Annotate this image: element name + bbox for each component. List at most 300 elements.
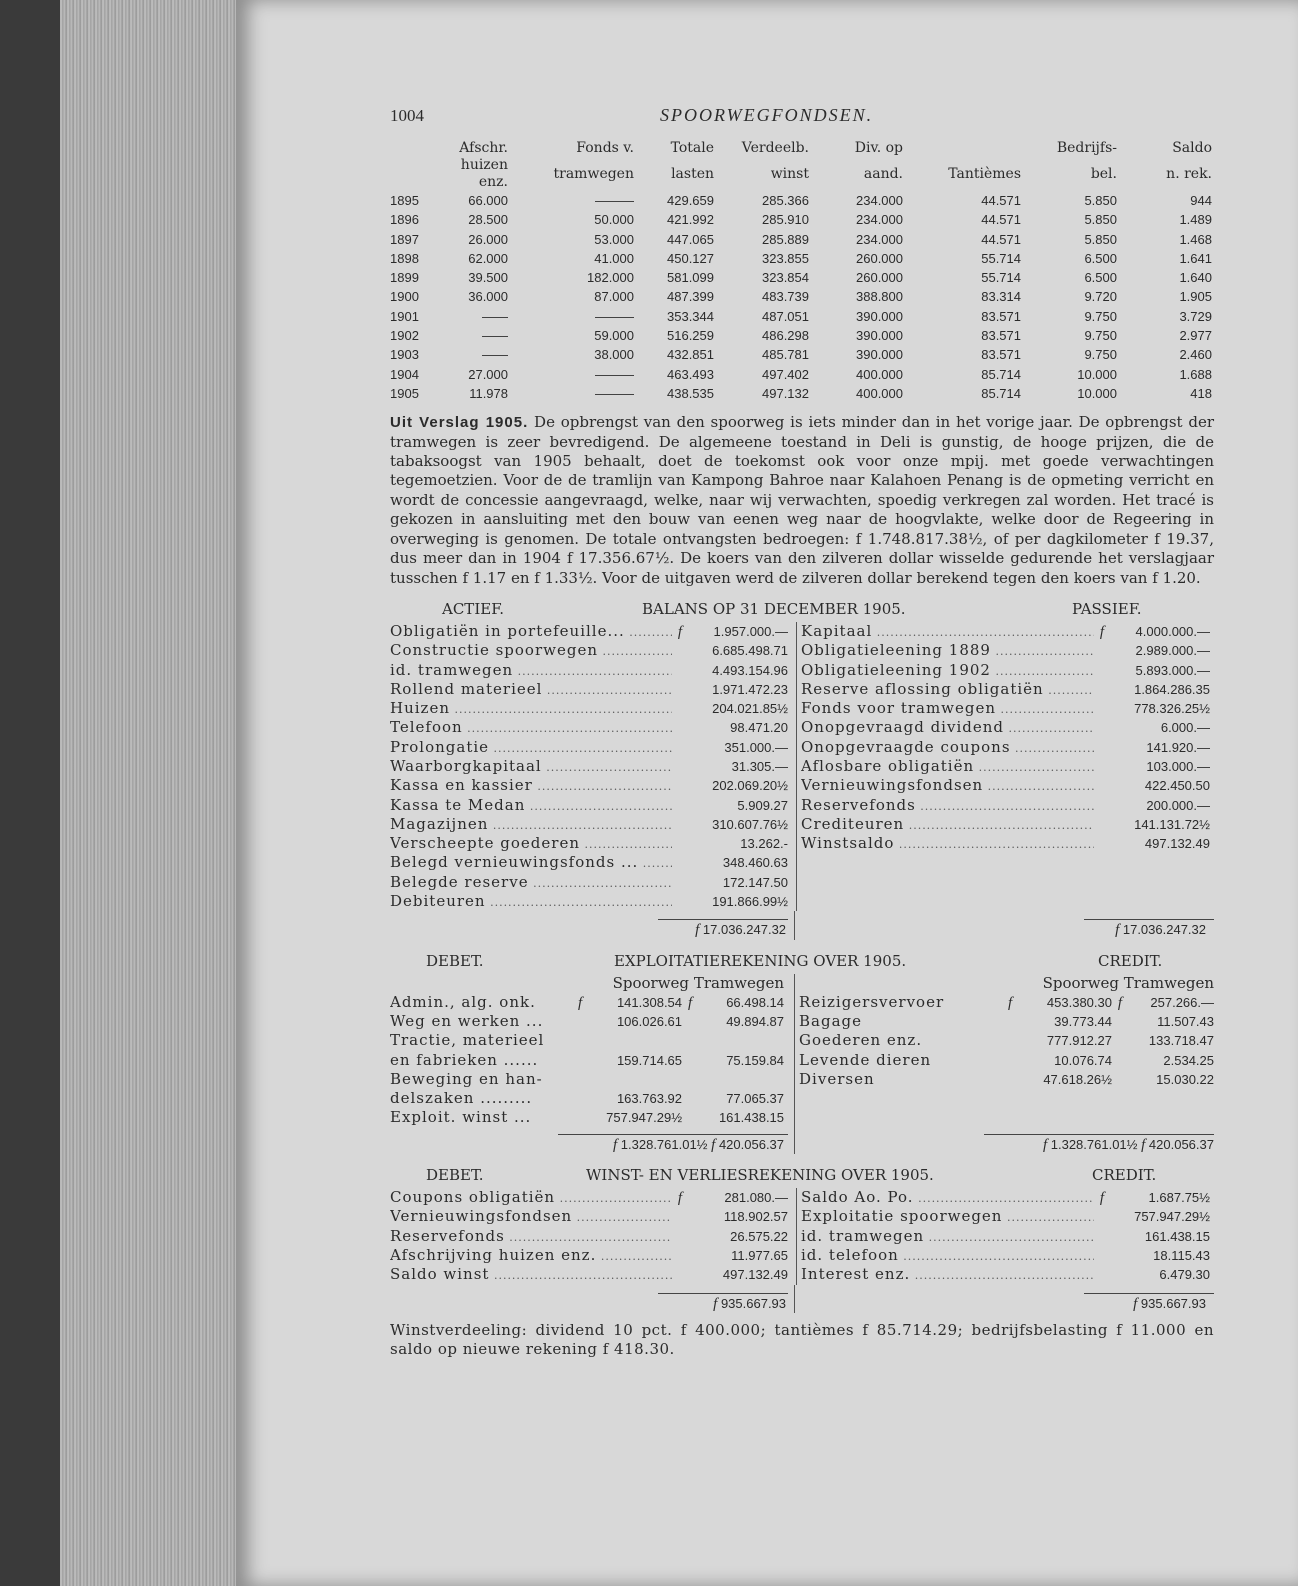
history-header: Bedrijfs- [1056, 140, 1117, 156]
account-amount: 5.893.000.— [1135, 662, 1210, 678]
account-line [801, 718, 1218, 737]
page-number: 1004 [390, 106, 424, 125]
history-row [390, 268, 1212, 287]
value-cell: 438.535 [667, 385, 714, 401]
value-cell: 497.402 [762, 366, 809, 382]
history-header: huizen enz. [460, 157, 508, 190]
history-table [390, 140, 1212, 403]
account-amount: 98.471.20 [730, 720, 788, 736]
profit-loss-heading [390, 1166, 1214, 1188]
balance-right-head: PASSIEF. [1072, 599, 1142, 618]
account-line [390, 757, 796, 776]
currency-sign: f [677, 1190, 683, 1207]
value-cell: 3.729 [1179, 308, 1212, 324]
account-label: Saldo winst ..... [390, 1265, 672, 1285]
account-label: Reizigersvervoer [799, 992, 945, 1011]
year-cell: 1900 [390, 289, 419, 305]
amount-tramwegen: 49.894.87 [726, 1013, 785, 1029]
account-label: Debiteuren ..... [390, 892, 672, 912]
account-line [801, 622, 1218, 641]
account-line [799, 1070, 1214, 1089]
currency-sign: f [687, 994, 693, 1011]
account-line [801, 815, 1218, 834]
profit-loss-account [390, 1188, 1214, 1284]
account-line [390, 776, 796, 795]
amount-spoorweg: 159.714.65 [616, 1052, 683, 1068]
currency-sign: f [1115, 922, 1120, 939]
history-header [390, 140, 430, 157]
profit-loss-total-right: f 935.667.93 [795, 1285, 1214, 1313]
account-amount: 422.450.50 [1144, 778, 1210, 794]
exploitation-total-tramwegen: 420.056.37 [718, 1136, 785, 1152]
account-line [390, 738, 796, 757]
currency-sign: f [1008, 994, 1013, 1011]
amount-spoorweg: 163.763.92 [616, 1091, 683, 1107]
value-cell: 353.344 [667, 308, 714, 324]
value-cell: 9.750 [1084, 347, 1117, 363]
history-row [390, 191, 1212, 210]
balance-total-passief: 17.036.247.32 [1122, 922, 1206, 938]
page-title: SPOORWEGFONDSEN. [660, 105, 874, 125]
value-cell: 39.500 [468, 270, 508, 286]
history-header: winst [770, 165, 809, 182]
account-line [390, 622, 796, 641]
account-label: Afschrijving huizen enz. ..... [390, 1246, 672, 1266]
value-cell: 447.065 [667, 231, 714, 247]
account-label: Obligatieleening 1902 ..... [801, 661, 1094, 681]
account-line [390, 1031, 794, 1050]
value-cell: 10.000 [1077, 366, 1117, 382]
account-amount: 141.920.— [1146, 739, 1210, 755]
history-header: lasten [671, 165, 714, 182]
value-cell: 463.493 [667, 366, 714, 382]
account-label: Weg en werken ... [390, 1011, 544, 1030]
balance-total-right [795, 911, 1214, 939]
value-cell: 260.000 [856, 270, 903, 286]
value-cell: 234.000 [856, 193, 903, 208]
value-cell: 1.468 [1179, 231, 1212, 247]
exploitation-debet [390, 974, 795, 1128]
col-tramwegen: Tramwegen [693, 973, 785, 992]
value-cell: 487.399 [667, 289, 714, 305]
account-label: Exploit. winst ... [390, 1108, 532, 1127]
account-amount: 141.131.72½ [1134, 816, 1210, 832]
value-cell: 581.099 [667, 270, 714, 286]
exploitation-heading [390, 952, 1214, 974]
value-cell: 2.460 [1179, 347, 1212, 363]
value-cell: 486.298 [762, 328, 809, 344]
value-cell: —— [482, 328, 508, 344]
account-label: Beweging en han- [390, 1069, 543, 1088]
account-amount: 497.132.49 [1144, 836, 1210, 852]
history-header-row-1 [390, 140, 1212, 157]
value-cell: 83.314 [981, 289, 1021, 305]
col-tramwegen: Tramwegen [1123, 973, 1214, 992]
book-spine [0, 0, 60, 1586]
value-cell: 50.000 [594, 212, 634, 228]
balance-left-head: ACTIEF. [442, 599, 505, 618]
currency-sign: f [578, 994, 583, 1011]
account-amount: 351.000.— [724, 739, 788, 755]
balance-totals [390, 911, 1214, 939]
balance-total-actief: 17.036.247.32 [702, 922, 787, 938]
account-line [390, 1108, 794, 1127]
value-cell: 483.739 [762, 289, 809, 305]
amount-tramwegen: 2.534.25 [1163, 1052, 1214, 1068]
account-line [390, 1227, 796, 1246]
account-line [390, 1246, 796, 1265]
value-cell: 1.688 [1179, 366, 1212, 382]
account-line [390, 641, 796, 660]
value-cell: ——— [595, 385, 634, 401]
year-cell: 1898 [390, 250, 419, 266]
value-cell: —— [482, 308, 508, 324]
profit-loss-title: WINST- EN VERLIESREKENING OVER 1905. [586, 1166, 934, 1185]
value-cell: 5.850 [1084, 193, 1117, 208]
account-amount: 778.326.25½ [1134, 701, 1210, 717]
value-cell: 27.000 [468, 366, 508, 382]
currency-sign: f [677, 623, 683, 640]
history-row [390, 345, 1212, 364]
value-cell: 85.714 [981, 385, 1021, 401]
account-amount: 18.115.43 [1153, 1247, 1210, 1263]
account-amount: 1.971.472.23 [712, 681, 788, 697]
value-cell: 432.851 [667, 347, 714, 363]
value-cell: 400.000 [856, 385, 903, 401]
amount-tramwegen: 66.498.14 [726, 994, 785, 1010]
account-line [390, 853, 796, 872]
year-cell: 1902 [390, 328, 419, 344]
value-cell: 6.500 [1084, 270, 1117, 286]
account-line [390, 1089, 794, 1108]
amount-tramwegen: 133.718.47 [1148, 1033, 1214, 1049]
account-label: Reservefonds ..... [801, 796, 1094, 816]
history-header [390, 157, 430, 191]
account-amount: 200.000.— [1146, 797, 1210, 813]
value-cell: 55.714 [981, 250, 1021, 266]
account-amount: 161.438.15 [1144, 1228, 1210, 1244]
value-cell: 44.571 [981, 212, 1021, 228]
account-line [390, 873, 796, 892]
report-paragraph [390, 413, 1214, 588]
value-cell: 1.641 [1179, 250, 1212, 266]
balance-total-left [390, 911, 795, 939]
value-cell: 83.571 [981, 328, 1021, 344]
value-cell: —— [482, 347, 508, 363]
amount-tramwegen: 161.438.15 [718, 1110, 785, 1126]
account-amount: 5.909.27 [737, 797, 788, 813]
account-line [801, 1227, 1218, 1246]
account-line [390, 1207, 796, 1226]
account-label: Onopgevraagd dividend ..... [801, 718, 1094, 738]
history-row [390, 384, 1212, 403]
account-amount: 1.687.75½ [1148, 1190, 1210, 1206]
account-amount: 1.957.000.— [713, 623, 788, 639]
account-label: Tractie, materieel [390, 1031, 545, 1050]
account-line [801, 776, 1218, 795]
year-cell: 1899 [390, 270, 419, 286]
value-cell: 285.889 [762, 231, 809, 247]
account-amount: 172.147.50 [722, 874, 788, 890]
amount-tramwegen: 77.065.37 [726, 1091, 785, 1107]
account-label: Levende dieren [799, 1050, 932, 1069]
account-label: en fabrieken ...... [390, 1050, 539, 1069]
account-amount: 6.685.498.71 [712, 643, 788, 659]
exploitation-totals [390, 1128, 1214, 1154]
value-cell: 421.992 [667, 212, 714, 228]
account-line [801, 1188, 1218, 1207]
account-line [799, 1031, 1214, 1050]
value-cell: 2.977 [1179, 328, 1212, 344]
account-line [801, 1265, 1218, 1284]
value-cell: 234.000 [856, 212, 903, 228]
account-label: Exploitatie spoorwegen ..... [801, 1207, 1094, 1227]
account-label: Belegde reserve ..... [390, 873, 672, 893]
account-amount: 497.132.49 [722, 1267, 788, 1283]
account-label: Huizen ..... [390, 699, 672, 719]
history-row [390, 287, 1212, 306]
profit-loss-total-debet: 935.667.93 [720, 1295, 787, 1311]
account-line [390, 680, 796, 699]
exploitation-account [390, 974, 1214, 1128]
value-cell: 450.127 [667, 250, 714, 266]
profit-loss-left-head: DEBET. [426, 1166, 484, 1185]
value-cell: 83.571 [981, 308, 1021, 324]
history-row [390, 210, 1212, 229]
amount-tramwegen: 11.507.43 [1157, 1013, 1214, 1029]
history-header: Verdeelb. [741, 140, 809, 156]
account-label: Vernieuwingsfondsen ..... [801, 776, 1094, 796]
account-amount: 6.479.30 [1159, 1267, 1210, 1283]
account-label: Obligatiën in portefeuille... ..... [390, 622, 672, 642]
balance-heading [390, 600, 1214, 622]
account-label: Telefoon ..... [390, 718, 672, 738]
exploitation-title: EXPLOITATIEREKENING OVER 1905. [614, 951, 907, 970]
account-amount: 1.864.286.35 [1134, 681, 1210, 697]
account-line [390, 1051, 794, 1070]
value-cell: 418 [1190, 385, 1212, 401]
account-label: id. tramwegen ..... [390, 661, 672, 681]
account-label: Goederen enz. [799, 1031, 923, 1050]
value-cell: 10.000 [1077, 385, 1117, 401]
account-line [390, 1188, 796, 1207]
account-label: Kassa en kassier ..... [390, 776, 672, 796]
account-line [390, 661, 796, 680]
account-label: Prolongatie ..... [390, 738, 672, 758]
value-cell: 85.714 [981, 366, 1021, 382]
account-line [801, 738, 1218, 757]
account-amount: 348.460.63 [722, 855, 788, 871]
value-cell: 234.000 [856, 231, 903, 247]
value-cell: ——— [595, 366, 634, 382]
amount-spoorweg: 453.380.30 [1046, 994, 1112, 1010]
account-label: Saldo Ao. Po. ..... [801, 1188, 1094, 1208]
account-label: Obligatieleening 1889 ..... [801, 641, 1094, 661]
value-cell: 5.850 [1084, 231, 1117, 247]
value-cell: 62.000 [468, 250, 508, 266]
account-label: Constructie spoorwegen ..... [390, 641, 672, 661]
value-cell: 38.000 [594, 347, 634, 363]
account-amount: 310.607.76½ [712, 816, 788, 832]
value-cell: 55.714 [981, 270, 1021, 286]
exploitation-total-tramwegen: 420.056.37 [1148, 1136, 1214, 1152]
exploitation-total-right: f 1.328.761.01½ f 420.056.37 [795, 1128, 1214, 1154]
value-cell: 390.000 [856, 347, 903, 363]
exploitation-total-spoorweg: 1.328.761.01½ [620, 1136, 708, 1152]
value-cell: 44.571 [981, 231, 1021, 247]
profit-loss-right-head: CREDIT. [1092, 1166, 1157, 1185]
account-label: id. tramwegen ..... [801, 1227, 1094, 1247]
account-label: Bagage [799, 1011, 863, 1030]
value-cell: 59.000 [594, 328, 634, 344]
amount-tramwegen: 75.159.84 [726, 1052, 785, 1068]
value-cell: 1.640 [1179, 270, 1212, 286]
account-line [801, 661, 1218, 680]
history-header [903, 140, 1021, 157]
amount-spoorweg: 10.076.74 [1054, 1052, 1112, 1068]
account-line [390, 699, 796, 718]
value-cell: 28.500 [468, 212, 508, 228]
account-label: delszaken ......... [390, 1089, 533, 1108]
exploitation-right-head: CREDIT. [1098, 951, 1163, 970]
value-cell: ——— [595, 193, 634, 208]
amount-spoorweg: 757.947.29½ [606, 1110, 683, 1126]
value-cell: 390.000 [856, 308, 903, 324]
account-label: Aflosbare obligatiën ..... [801, 757, 1094, 777]
account-label: id. telefoon ..... [801, 1246, 1094, 1266]
balance-actief [390, 622, 797, 911]
account-line [799, 993, 1214, 1012]
currency-sign: f [1099, 623, 1105, 640]
account-line [799, 1012, 1214, 1031]
balance-passief [797, 622, 1218, 911]
value-cell: 5.850 [1084, 212, 1117, 228]
col-spoorweg: Spoorweg [1042, 973, 1120, 992]
account-amount: 31.305.— [731, 759, 788, 774]
account-amount: 281.080.— [724, 1190, 788, 1206]
report-text: De opbrengst van den spoorweg is iets minder dan in het vorige jaar. De opbrengst der tramwegen is zeer bevredigend. De algemeene toestand in Deli is gunstig, de hooge prijzen, die de tabaksoogst van 1905 behaalt, doet de toekomst ook voor onze mpij. met goede verwachtingen tegemoetzien. Voor de de tramlijn van Kampong Bahroe naar Kalahoen Penang is de opmeting verricht en wordt de concessie aangevraagd, welke, naar wij verwachten, spoedig verkregen zal worden. Het tracé is gekozen in aansluiting met den bouw van eenen weg naar de hoogvlakte, welke door de Regeering in overweging is genomen. De totale ontvangsten bedroegen: f 1.748.817.38½, of per dagkilometer f 19.37, dus meer dan in 1904 f 17.356.67½. De koers van den zilveren dollar wisselde gedurende het verslagjaar tusschen f 1.17 en f 1.33½. Voor de uitgaven werd de zilveren dollar berekend tegen den koers van f 1.20. [390, 413, 1214, 587]
account-label: Waarborgkapitaal ..... [390, 757, 672, 777]
profit-loss-totals [390, 1285, 1214, 1313]
exploitation-total-left: f 1.328.761.01½ f 420.056.37 [390, 1128, 795, 1154]
balance-sheet [390, 622, 1214, 911]
year-cell: 1897 [390, 231, 419, 247]
amount-spoorweg: 39.773.44 [1054, 1013, 1112, 1029]
history-header: aand. [863, 165, 903, 182]
account-label: Admin., alg. onk. [390, 992, 536, 1011]
value-cell: 285.366 [762, 193, 809, 208]
account-amount: 204.021.85½ [712, 701, 788, 717]
history-row [390, 365, 1212, 384]
value-cell: 390.000 [856, 328, 903, 344]
year-cell: 1901 [390, 308, 419, 324]
exploitation-total-spoorweg: 1.328.761.01½ [1050, 1136, 1138, 1152]
year-cell: 1905 [390, 385, 419, 401]
account-label: Onopgevraagde coupons ..... [801, 738, 1094, 758]
account-amount: 191.866.99½ [712, 894, 788, 910]
value-cell: 260.000 [856, 250, 903, 266]
account-line [801, 796, 1218, 815]
account-label: Belegd vernieuwingsfonds ... ..... [390, 853, 672, 873]
value-cell: 9.750 [1084, 328, 1117, 344]
history-row [390, 249, 1212, 268]
history-body [390, 191, 1212, 403]
value-cell: 53.000 [594, 231, 634, 247]
account-amount: 4.493.154.96 [712, 662, 788, 678]
value-cell: 66.000 [468, 193, 508, 208]
exploitation-left-head: DEBET. [426, 951, 484, 970]
history-header: Saldo [1172, 140, 1212, 156]
value-cell: 182.000 [587, 270, 634, 286]
account-line [801, 834, 1218, 853]
profit-loss-credit [797, 1188, 1218, 1284]
account-line [390, 1012, 794, 1031]
profit-loss-total-credit: 935.667.93 [1140, 1295, 1206, 1311]
profit-loss-total-left: f 935.667.93 [390, 1285, 795, 1313]
value-cell: 1.489 [1179, 212, 1212, 228]
value-cell: 41.000 [594, 250, 634, 266]
history-header: Fonds v. [576, 140, 634, 156]
value-cell: 323.855 [762, 250, 809, 266]
account-line [801, 699, 1218, 718]
history-header: Afschr. [459, 140, 508, 156]
value-cell: 429.659 [667, 193, 714, 208]
account-label: Reservefonds ..... [390, 1227, 672, 1247]
account-label: Crediteuren ..... [801, 815, 1094, 835]
profit-loss-debet [390, 1188, 797, 1284]
value-cell: 487.051 [762, 308, 809, 324]
value-cell: 388.800 [856, 289, 903, 305]
account-label: Coupons obligatiën ..... [390, 1188, 672, 1208]
value-cell: 516.259 [667, 328, 714, 344]
account-line [390, 815, 796, 834]
value-cell: 6.500 [1084, 250, 1117, 266]
amount-spoorweg: 141.308.54 [616, 994, 683, 1010]
account-label: Fonds voor tramwegen ..... [801, 699, 1094, 719]
value-cell: 83.571 [981, 347, 1021, 363]
exploitation-credit [795, 974, 1214, 1128]
account-label: Reserve aflossing obligatiën ..... [801, 680, 1094, 700]
value-cell: 1.905 [1179, 289, 1212, 305]
amount-tramwegen: 15.030.22 [1156, 1071, 1214, 1087]
account-amount: 4.000.000.— [1135, 623, 1210, 639]
account-amount: 13.262.- [740, 836, 788, 852]
profit-distribution: Winstverdeeling: dividend 10 pct. f 400.000; tantièmes f 85.714.29; bedrijfsbelasting f 11.000 en saldo op nieuwe rekening f 418.30. [390, 1320, 1214, 1359]
history-header: Totale [670, 140, 714, 156]
account-label: Vernieuwingsfondsen ..... [390, 1207, 672, 1227]
amount-tramwegen: 257.266.— [1150, 994, 1214, 1010]
account-amount: 26.575.22 [730, 1228, 788, 1244]
value-cell: 26.000 [468, 231, 508, 247]
value-cell: 400.000 [856, 366, 903, 382]
currency-sign: f [1117, 994, 1123, 1011]
amount-spoorweg: 47.618.26½ [1043, 1071, 1112, 1087]
year-cell: 1896 [390, 212, 419, 228]
amount-spoorweg: 106.026.61 [616, 1013, 683, 1029]
account-line [801, 680, 1218, 699]
history-row [390, 230, 1212, 249]
value-cell: 944 [1190, 193, 1212, 208]
history-header-row-2 [390, 157, 1212, 191]
balance-title: BALANS OP 31 DECEMBER 1905. [642, 599, 906, 618]
history-header: bel. [1090, 165, 1117, 182]
value-cell: 285.910 [762, 212, 809, 228]
value-cell: 9.750 [1084, 308, 1117, 324]
account-line [799, 1051, 1214, 1070]
account-line [390, 796, 796, 815]
page-content [390, 100, 1214, 1360]
account-label: Verscheepte goederen ..... [390, 834, 672, 854]
